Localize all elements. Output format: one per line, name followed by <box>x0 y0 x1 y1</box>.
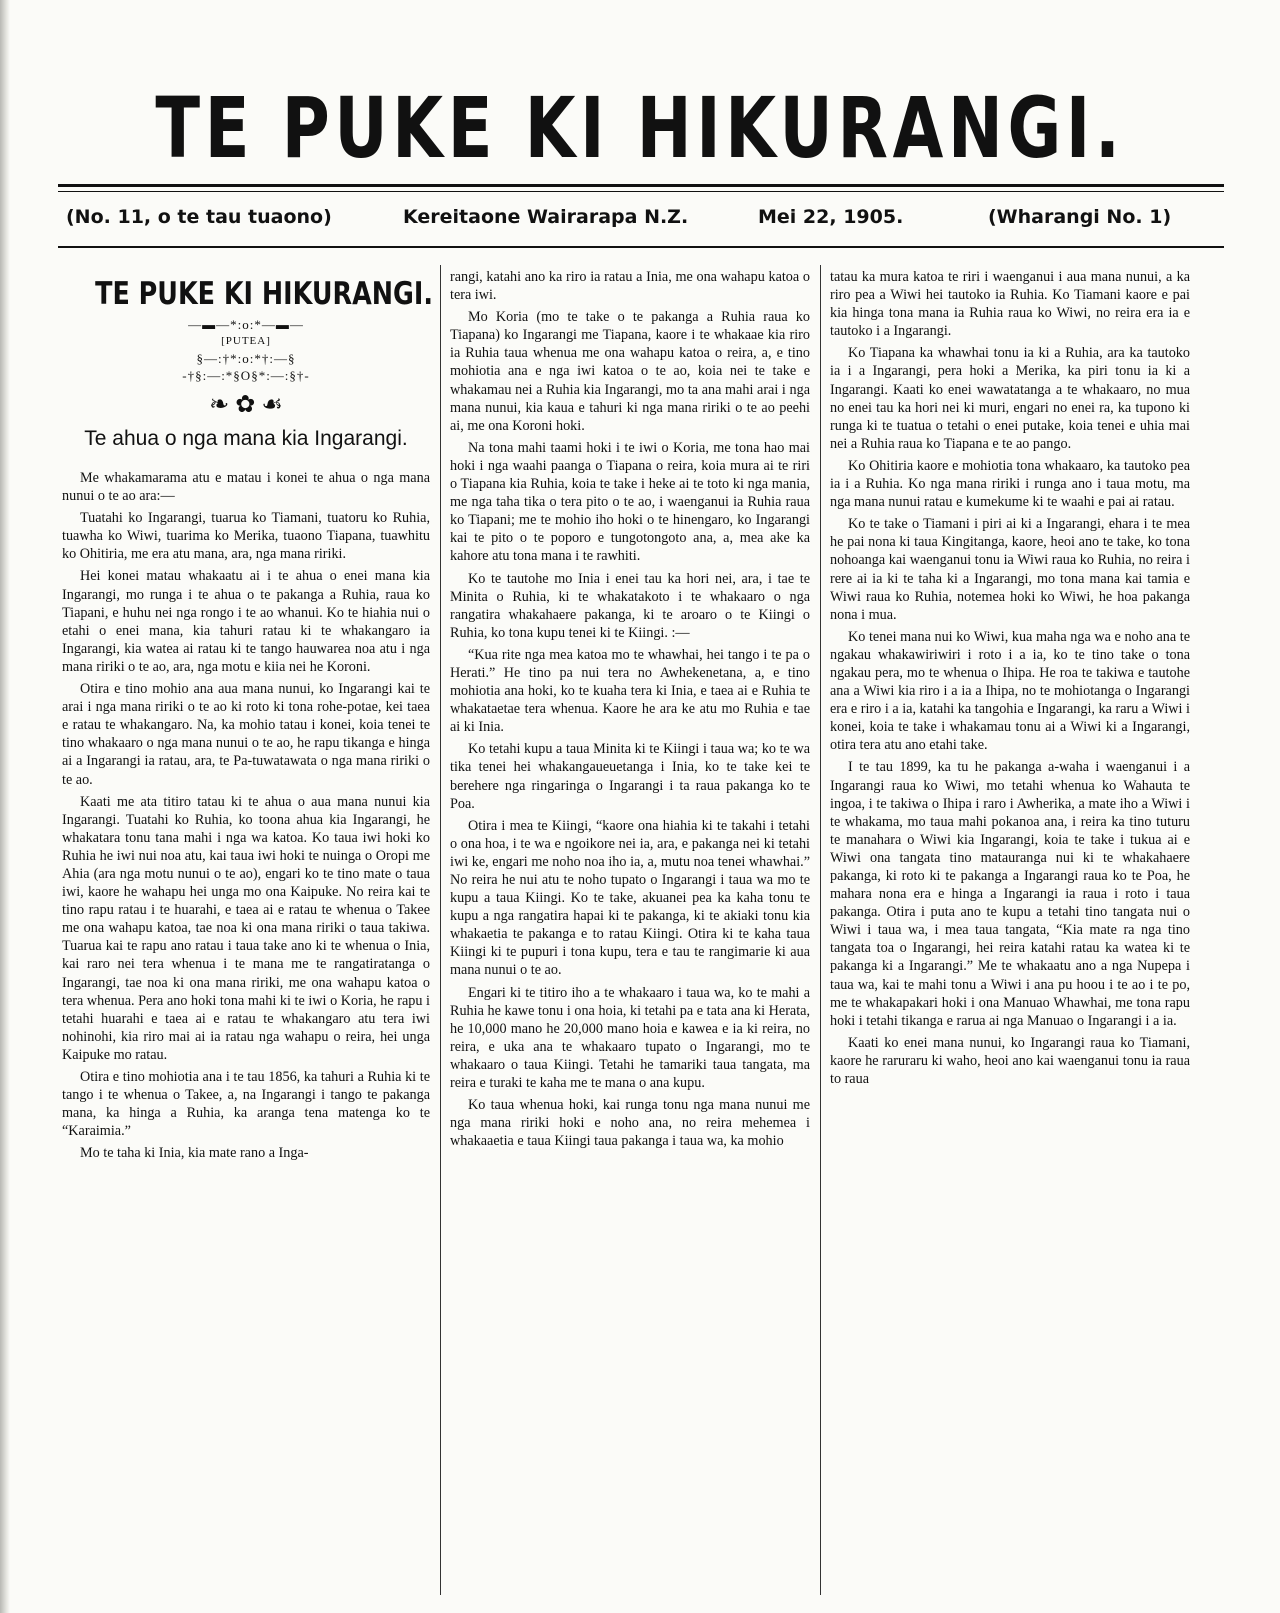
column-2 <box>450 268 810 1154</box>
issue-date: Mei 22, 1905. <box>758 206 904 228</box>
paragraph: “Kua rite nga mea katoa mo te whawhai, hei tango i te pa o Herati.” He tino pa nui tera no Awhekenetana, a, e tino mohiotia ana hoki, ko te kuaha tera ki Inia, e taea ai e Ruhia te whakataetae tera whenua. Kaore he ara ke atu mo Ruhia e tae ai ki Inia. <box>450 646 810 736</box>
fleuron-ornament: ❧ ✿ ☙ <box>209 392 283 418</box>
masthead-rule-top <box>58 184 1224 187</box>
paragraph: Na tona mahi taami hoki i te iwi o Koria, me tona hao mai hoki i nga waahi paanga o Tiapana o reira, koia mura ai te riri o Tiapana kia Ruhia, koia te take i heke ai te toto ki nga mania, me nga taha tika o tera pito o te ao, i waenganui ia Ruhia raua ko Tiapani; me te mohio iho hoki o te hinengaro, ko Ingarangi kai te pito o te poporo e tungotongoto ana, a, mea ake ka kahore atu tona mana i te rawhiti. <box>450 439 810 565</box>
paragraph: Mo te taha ki Inia, kia mate rano a Inga- <box>80 1145 309 1162</box>
issue-number: (No. 11, o te tau tuaono) <box>66 206 332 228</box>
ornament-top: —▬—*:o:*—▬— <box>188 317 304 332</box>
paragraph: Engari ki te titiro iho a te whakaaro i taua wa, ko te mahi a Ruhia he kawe tonu i ona hoia, ki tetahi pa e tata ana ki Herata, he 10,000 mano he 20,000 mano hoia e kawea e ia ki reira, no reira, e uka ana te whakaaro tupato o Ingarangi, mo te whakaaro o taua Kiingi. Tetahi he tamariki taua tangata, ma reira e turaki te kaha me te mana o ana kupu. <box>450 984 810 1092</box>
masthead-rule-thin <box>58 191 1224 192</box>
paragraph: Ko Tiapana ka whawhai tonu ia ki a Ruhia, ara ka tautoko ia i a Ingarangi, pera hoki a Merika, ka piri tonu ia ki a Ingarangi. Kaati ko enei wawatatanga a te whakaaro, no mua no enei tau ka hori nei ki muri, engari no enei ra, ka tupono ki runga ki te tuatua o tetahi o enei putake, koia tenei e uhia mai nei a Ruhia raua ko Tiapana e te ao pango. <box>830 345 1190 452</box>
paragraph: Otira i mea te Kiingi, “kaore ona hiahia ki te takahi i tetahi o ona hoa, i te wa e ngoikore nei ia, ara, e pakanga nei ki tetahi iwi ke, engari me noho noa iho ia, a, mutu noa tenei whawhai.” No reira he nui atu te noho tupato o Ingarangi i taua wa mo te kupu a taua Kiingi. Ko te take, akuanei pea ka kaha tonu te kupu a nga rangatira hapai ki te pakanga, ki te akiaki tonu kia whakaetia te pakanga e to ratau Kiingi. Otira ki te kaha taua Kiingi ki te pupuri i tona kupu, tera e tau te rangimarie ki aua mana nunui o te ao. <box>450 817 810 979</box>
paragraph: Me whakamarama atu e matau i konei te ahua o nga mana nunui o te ao ara:— <box>62 470 430 505</box>
paragraph: Otira e tino mohiotia ana i te tau 1856, ka tahuri a Ruhia ki te tango i te whenua o Takee, a, na Ingarangi i tango te pakanga mana, ka hinga a Ruhia, ka aranga tena matenga ko te “Karaimia.” <box>62 1069 430 1140</box>
column-divider-1 <box>440 265 441 1595</box>
paragraph: Ko te tautohe mo Inia i enei tau ka hori nei, ara, i tae te Minita o Ruhia, ki te whakatakoto i te whakaaro o nga rangatira whakahaere pakanga, ki te aroaro o te Kiingi o Ruhia, ko tona kupu tenei ki te Kiingi. :— <box>450 570 810 641</box>
column-divider-2 <box>820 265 821 1595</box>
paragraph: Kaati me ata titiro tatau ki te ahua o aua mana nunui kia Ingarangi. Tuatahi ko Ruhia, ko toona ahua kia Ingarangi, he whakatara tonu tana mahi i nga wa katoa. Ko taua iwi hoki ko Ruhia he iwi nui noa atu, kai taua iwi hoki te nuinga o Oropi me Ahia (ara nga motu nunui o te ao), engari ko te tino mate o taua iwi, kaore he wahapu hei unga mo ona Kaipuke. No reira kai te tino rapu ratau i te huarahi, e taea ai e ratau te whenua o Takee me ona wahapu katoa, tae noa ki ona mana ririki o taua takiwa. Tuarua kai te rapu ano ratau i taua take ano ki te whenua o Inia, kai raro nei tera whenua i te mana me te rangatiratanga o Ingarangi, tae noa ki ona mana ririki, me ona wahapu katoa o tera whenua. Pera ano hoki tona mahi ki te iwi o Koria, he rapu i tetahi huarahi e taea ai e ratau te whakangaro atu tera iwi nohinohi, kia riro mai ai ia ratau nga wahapu o reira, hei unga Kaipuke mo ratau. <box>62 793 430 1063</box>
ornament-row-2: -†§:—:*§O§*:—:§†- <box>182 368 310 383</box>
paragraph: Mo Koria (mo te take o te pakanga a Ruhia raua ko Tiapana) ko Ingarangi me Tiapana, kaore i te whakaae kia riro ia Ruhia taua whenua me ona wahapu katoa o reira, a, e tino mohiotia ana e nga iwi katoa o te ao, koia nei te take e whakamau nei a Ruhia kia Ingarangi, mo ta ana mahi arai i nga mana nunui, kia kaua e tahuri ki nga mana ririki o te ao peehi ai, me ona Koroni hoki. <box>450 309 810 434</box>
editorial-title: TE PUKE KI HIKURANGI. <box>95 276 433 312</box>
article-subheading: Te ahua o nga mana kia Ingarangi. <box>84 427 408 450</box>
scan-edge <box>0 0 10 1613</box>
ornament-row-1: §—:†*:o:*†:—§ <box>196 351 296 366</box>
masthead <box>0 78 1280 178</box>
paragraph: Ko tenei mana nui ko Wiwi, kua maha nga wa e noho ana te ngakau whakawiriwiri i roto i a ia, ko te tino take o tona ngakau pera, mo te whenua o Ihipa. He roa te takiwa e tautohe ana a Wiwi kia riro i a ia a Ihipa, no te mohiotanga o Ingarangi era e riro i a ia, katahi ka tangohia e Ingarangi, ka raru a Wiwi i konei, koia te take i whakamau tonu ai a Wiwi ki a Ingarangi, otira tera atu ano etahi take. <box>830 628 1190 754</box>
dateline-rule <box>58 246 1224 248</box>
paragraph: tatau ka mura katoa te riri i waenganui i aua mana nunui, a ka riro pea a Wiwi hei tautoko ia Ruhia. Ko Tiamani kaore e pai kia hinga tona mana ia Ruhia raua ko Wiwi, no reira era ia e tautoko i a Ingarangi. <box>830 269 1190 340</box>
paragraph: Tuatahi ko Ingarangi, tuarua ko Tiamani, tuatoru ko Ruhia, tuawha ko Wiwi, tuarima ko Merika, tuaono Tiapana, tuawhitu ko Ohitiria, me era atu mana, ara, nga mana ririki. <box>62 510 430 563</box>
paragraph: Otira e tino mohio ana aua mana nunui, ko Ingarangi kai te arai i nga mana ririki o te ao ki roto ki tona rohe-potae, kei taea e ratau te whakangaro. Na, ka mohio tatau i konei, koia tenei te tino whakaaro o nga mana nunui o te ao, he rapu tikanga e hinga ai a Ingarangi ia ratau, ara, te Pa-tuwatawata o nga mana ririki o te ao. <box>62 681 430 788</box>
paragraph: rangi, katahi ano ka riro ia ratau a Inia, me ona wahapu katoa o tera iwi. <box>450 269 810 304</box>
newspaper-title: TE PUKE KI HIKURANGI. <box>155 79 1125 177</box>
column-1 <box>62 268 433 1166</box>
paragraph: Ko te take o Tiamani i piri ai ki a Ingarangi, ehara i te mea he pai nona ki taua Kingitanga, kaore, heoi ano te take, ko tona nohoanga kai waenganui tonu ia Wiwi raua ko Ruhia, no reira i rere ai ia ki te taha ki a Ingarangi, mo tona mana kai tamia e Wiwi raua ko Ruhia, notemea hoki ko Wiwi, he hoa pakanga nona i mua. <box>830 516 1190 623</box>
paragraph: Ko Ohitiria kaore e mohiotia tona whakaaro, ka tautoko pea ia i a Ruhia. Ko nga mana ririki i runga ano i taua motu, ma nga mana nunui ratau e kumekume ki te waahi e pai ai ratau. <box>830 457 1190 511</box>
paragraph: Hei konei matau whakaatu ai i te ahua o enei mana kia Ingarangi, mo runga i te ahua o te pakanga a Ruhia, raua ko Tiapani, e huhu nei nga rongo i te ao whanui. Ko te hiahia nui o etahi o enei mana, kia tahuri ratau ki te whakangaro ia Ingarangi, kia watea ai ratau ki te tango hauwarea noa atu i nga mana ririki o te ao, ara, nga motu e kiia nei he Koroni. <box>62 568 430 675</box>
column-3 <box>830 268 1190 1092</box>
dateline <box>58 202 1224 242</box>
editorial-label: [PUTEA] <box>221 335 271 347</box>
place: Kereitaone Wairarapa N.Z. <box>403 206 689 228</box>
paragraph: I te tau 1899, ka tu he pakanga a-waha i waenganui i a Ingarangi raua ko Wiwi, mo tetahi whenua ko Wahauta te ingoa, i te takiwa o Ihipa i raro i Awherika, a mate iho a Wiwi i te whakama, mo taua mahi pokanoa ana, i reira ka tino tuturu te manahara o Wiwi kia Ingarangi, koia te take i tukua ai e Wiwi ona tangata tino matauranga nui ki te whakahaere pakanga, ki roto ki te pakanga a Ingarangi raua ko te Poa, he mahara nona era e hinga a Ingarangi ia raua i roto i taua pakanga. Otira i puta ano te kupu a tetahi tino tangata nui o Wiwi i taua wa, i mea taua tangata, “Kia mate ra nga tino tangata toa o Ingarangi, hei reira katahi ratau ka watea ki te pakanga ki a Ingarangi.” Me te whakaatu ano a nga Nupepa i taua wa, kai te mahi tonu a Wiwi i ana pu hoou i te ao i te po, me te whakapakari hoki i ona Manuao Whawhai, me tona rapu hoki i tetahi tikanga e rarua ai nga Manuao o Ingarangi i a ia. <box>830 759 1190 1029</box>
paragraph: Kaati ko enei mana nunui, ko Ingarangi raua ko Tiamani, kaore he raruraru ki waho, heoi ano kai waenganui tonu ia raua to raua <box>830 1034 1190 1088</box>
paragraph: Ko tetahi kupu a taua Minita ki te Kiingi i taua wa; ko te wa tika tenei hei whakangaueuetanga i Inia, ko te take kei te berehere nga ringaringa o Ingarangi i ta raua pakanga ko te Poa. <box>450 741 810 812</box>
page-number: (Wharangi No. 1) <box>988 206 1172 228</box>
paragraph: Ko taua whenua hoki, kai runga tonu nga mana nunui me nga mana ririki hoki e noho ana, no reira mehemea i whakaaetia e taua Kiingi taua pakanga i taua wa, ka mohio <box>450 1097 810 1150</box>
